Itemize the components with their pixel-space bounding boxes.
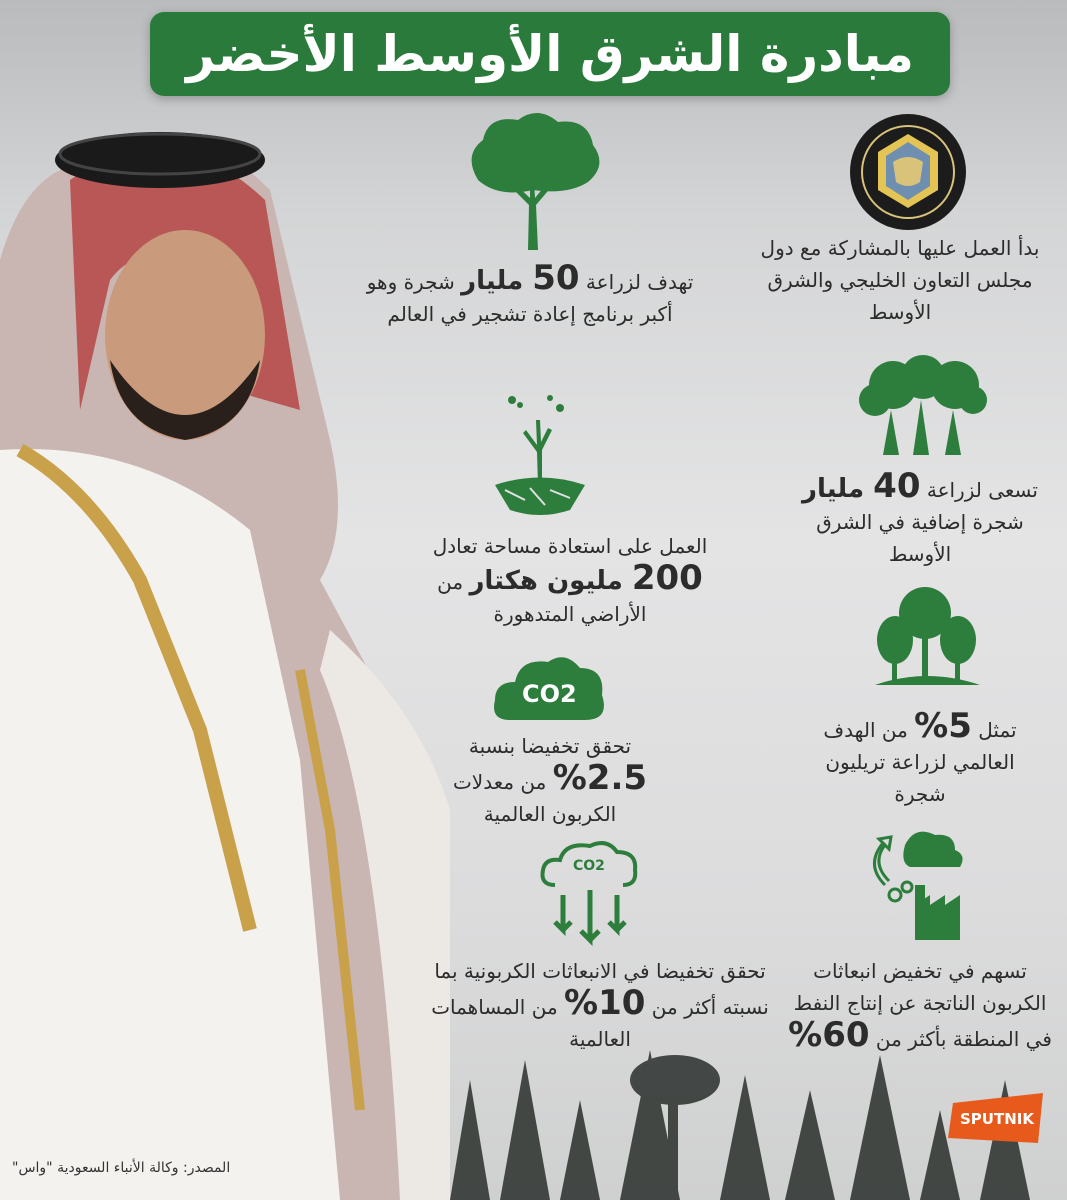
highlight-number: 200: [631, 558, 703, 598]
sputnik-logo: [948, 1088, 1048, 1148]
text-segment: من الهدف العالمي لزراعة تريليون شجرة: [823, 718, 1015, 806]
text-segment: من المساهمات العالمية: [431, 995, 631, 1051]
info-block-40-billion: [790, 466, 1050, 570]
co2-label: CO2: [573, 858, 605, 874]
text-segment: تسعى لزراعة: [920, 478, 1038, 502]
info-block-2-5-percent: [430, 730, 670, 830]
highlight-number: 2.5%: [552, 758, 648, 798]
factory-emission-icon: [855, 825, 970, 940]
info-block-50-billion: [360, 258, 700, 330]
highlight-unit: مليون هكتار: [469, 566, 632, 596]
sapling-soil-icon: [490, 390, 590, 520]
highlight-number: 5%: [914, 706, 972, 746]
text-segment: تسهم في تخفيض انبعاثات الكربون الناتجة عن إنتاج النفط في المنطقة بأكثر من: [793, 959, 1052, 1051]
text-segment: العمل على استعادة مساحة تعادل: [432, 534, 708, 558]
co2-label: CO2: [522, 680, 577, 708]
highlight-number: 50: [532, 258, 580, 298]
text-segment: تمثل: [971, 718, 1017, 742]
highlight-unit: مليار: [802, 474, 874, 504]
cloud-arrows-shape: [535, 840, 645, 950]
highlight-number: 40: [873, 466, 921, 506]
text-segment: من الأراضي المتدهورة: [437, 570, 647, 626]
text-segment: شجرة وهو أكبر برنامج إعادة تشجير في العالم: [366, 270, 673, 326]
text-segment: من معدلات الكربون العالمية: [452, 770, 617, 826]
highlight-number: 10%: [564, 983, 646, 1023]
text-segment: بدأ العمل عليها بالمشاركة مع دول مجلس التعاون الخليجي والشرق الأوسط: [760, 236, 1040, 324]
page-title: مبادرة الشرق الأوسط الأخضر: [150, 12, 950, 96]
tree-icon: [458, 110, 608, 250]
text-segment: تهدف لزراعة: [579, 270, 694, 294]
gcc-emblem-icon: [848, 112, 968, 232]
info-block-200-million: [410, 530, 730, 630]
highlight-unit: مليار: [461, 266, 533, 296]
co2-reduction-icon: [535, 840, 645, 950]
info-block-gcc: [745, 232, 1055, 328]
logo-text: SPUTNIK: [960, 1110, 1034, 1128]
highlight-number: 60%: [788, 1015, 870, 1055]
text-segment: شجرة إضافية في الشرق الأوسط: [816, 510, 1024, 566]
source-credit: المصدر: وكالة الأنباء السعودية "واس": [12, 1160, 231, 1176]
co2-cloud-icon: [490, 650, 610, 730]
forest-trees-icon: [855, 355, 990, 455]
three-trees-icon: [870, 585, 985, 690]
text-segment: تحقق تخفيضا في الانبعاثات الكربونية بما نسبته أكثر من: [434, 959, 769, 1019]
text-segment: تحقق تخفيضا بنسبة: [468, 734, 632, 758]
info-block-5-percent: [800, 706, 1040, 810]
